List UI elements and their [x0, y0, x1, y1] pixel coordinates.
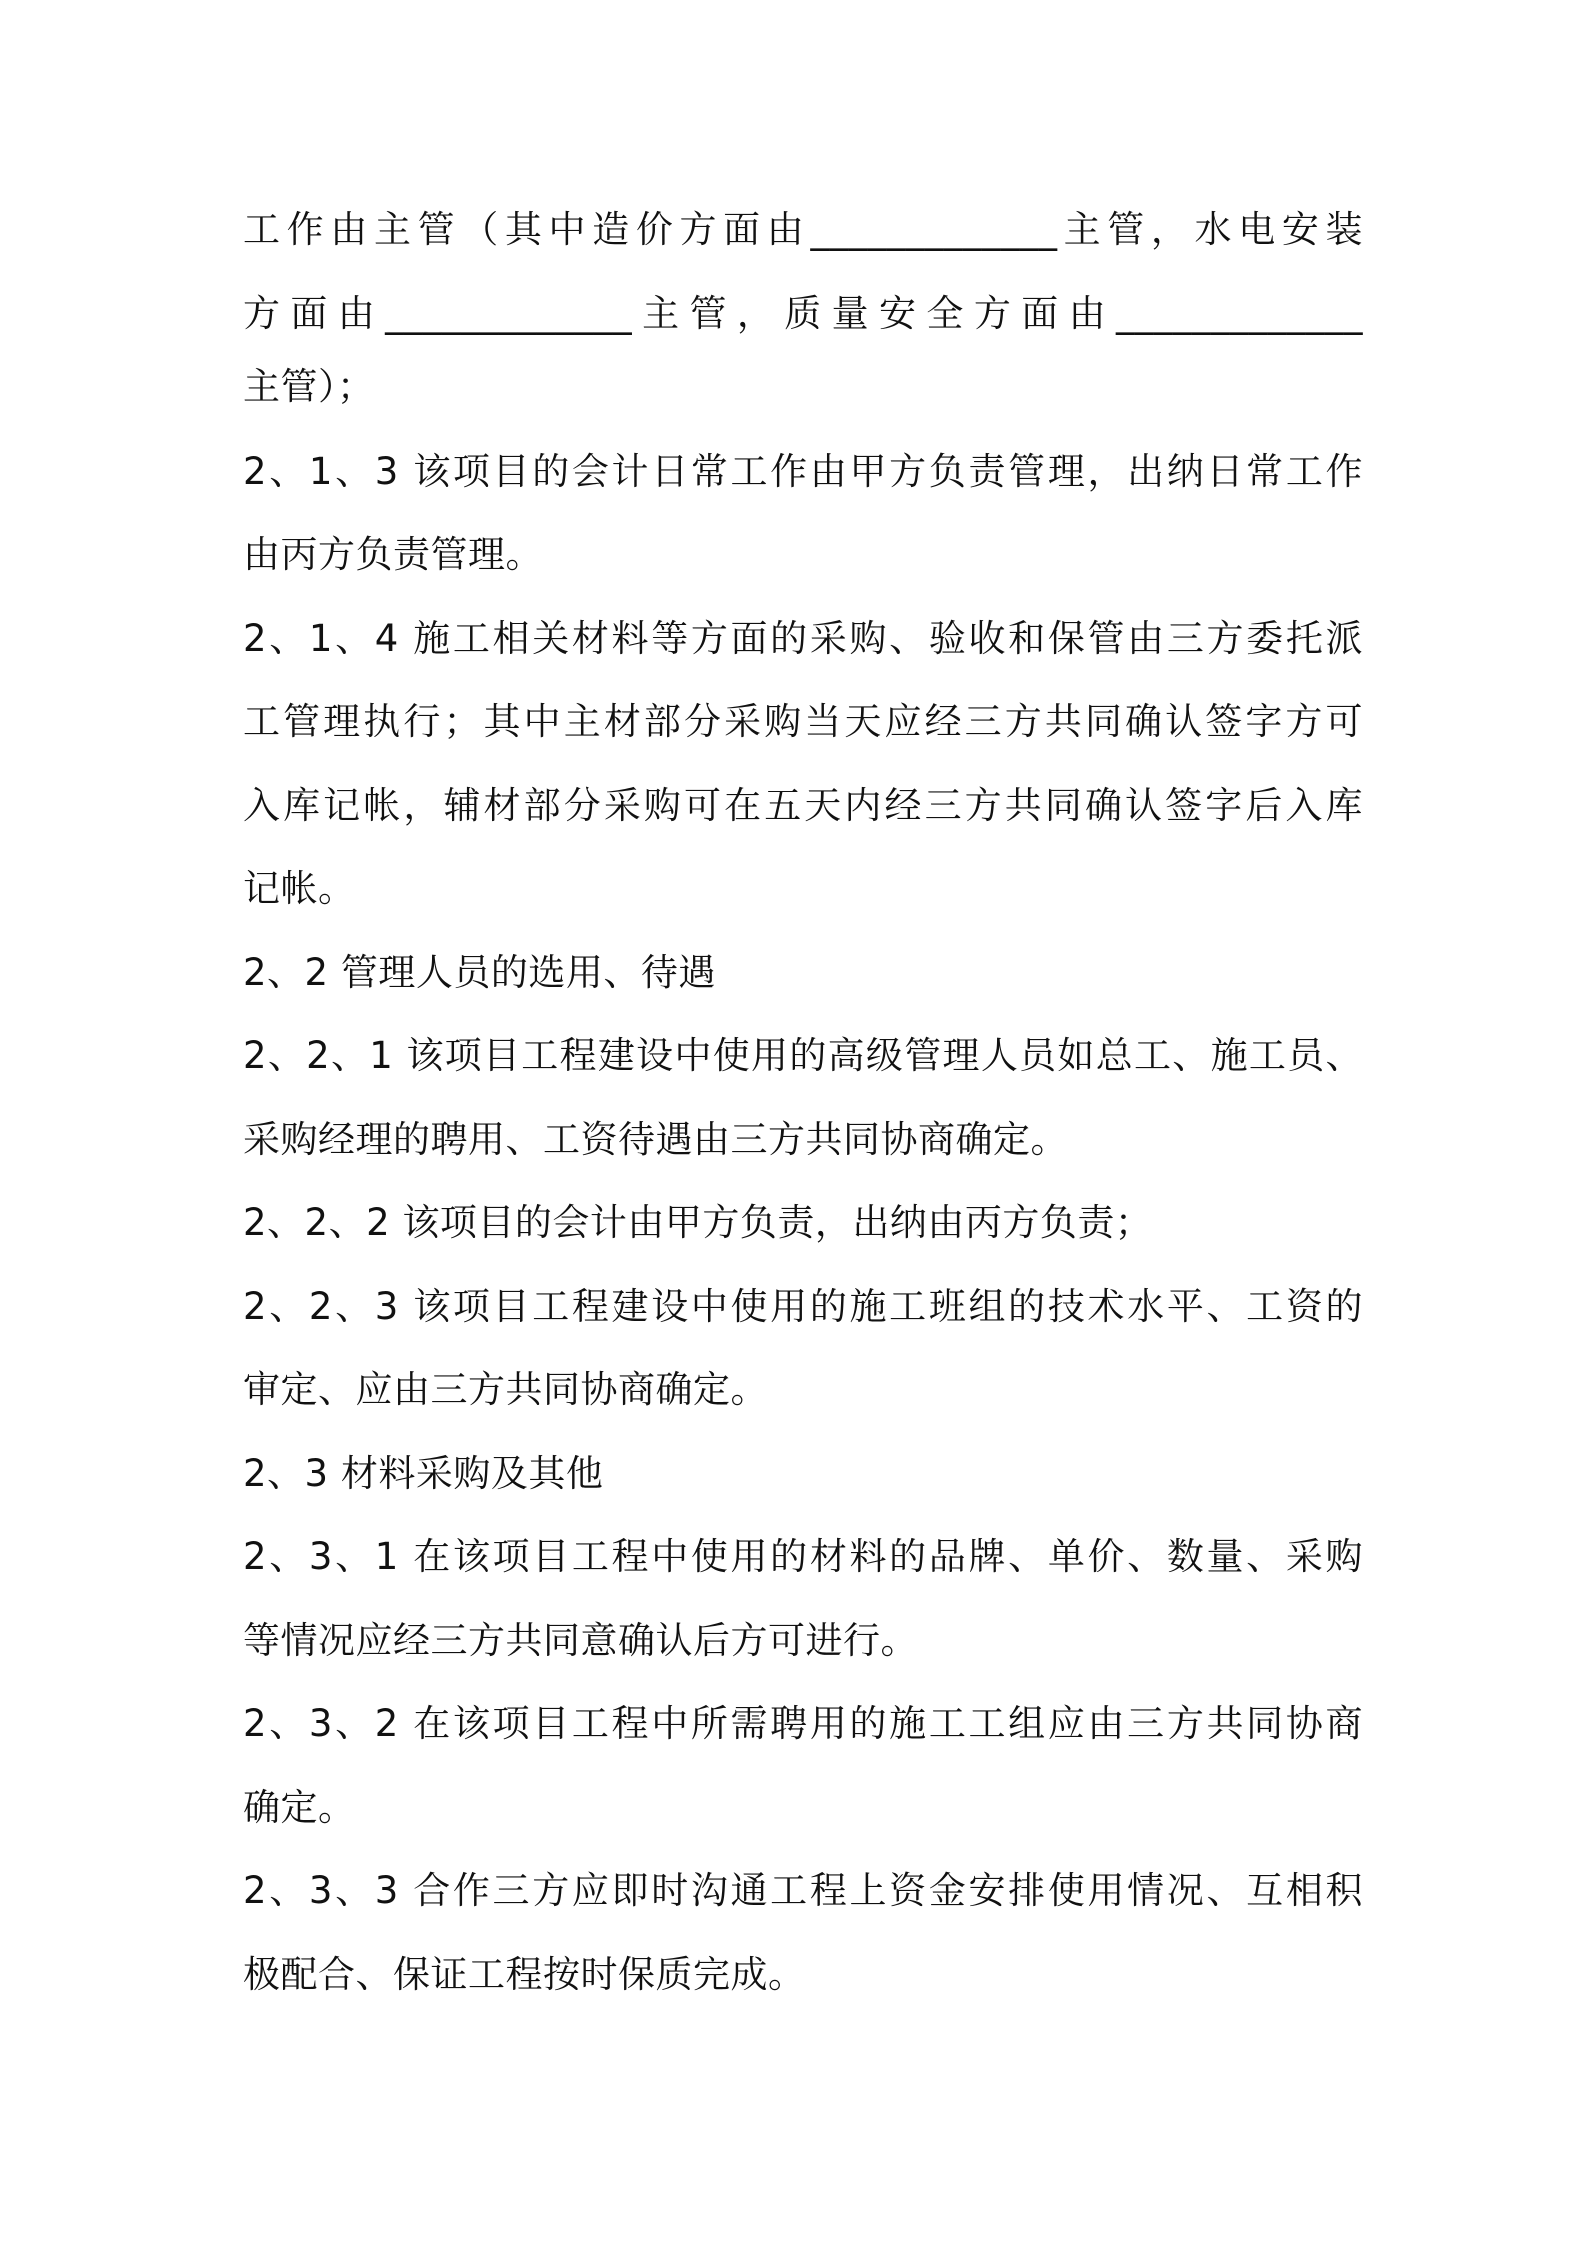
section-heading: 2、3 材料采购及其他: [243, 1451, 604, 1495]
text-line: 2、2、2 该项目的会计由甲方负责，出纳由丙方负责；: [243, 1201, 1153, 1244]
text-line: 由丙方负责管理。: [243, 533, 543, 576]
text-line: 2、2、1 该项目工程建设中使用的高级管理人员如总工、施工员、: [243, 1034, 1363, 1077]
text-line: 方面由_____________主管，质量安全方面由_____________: [243, 291, 1363, 335]
document-body: [243, 198, 1363, 2026]
text-line: 采购经理的聘用、工资待遇由三方共同协商确定。: [243, 1117, 1068, 1161]
text-line: 2、3、3 合作三方应即时沟通工程上资金安排使用情况、互相积: [243, 1869, 1363, 1912]
text-line: 确定。: [243, 1785, 356, 1829]
text-line: 记帐。: [243, 867, 356, 910]
section-heading: 2、2 管理人员的选用、待遇: [243, 950, 716, 994]
text-line: 2、1、4 施工相关材料等方面的采购、验收和保管由三方委托派: [243, 616, 1363, 660]
text-line: 极配合、保证工程按时保质完成。: [243, 1952, 806, 1996]
text-line: 工作由主管（其中造价方面由_____________主管，水电安装: [243, 208, 1363, 251]
text-line: 2、1、3 该项目的会计日常工作由甲方负责管理，出纳日常工作: [243, 449, 1363, 493]
text-line: 入库记帐，辅材部分采购可在五天内经三方共同确认签字后入库: [243, 783, 1363, 827]
text-line: 等情况应经三方共同意确认后方可进行。: [243, 1618, 918, 1662]
text-line: 审定、应由三方共同协商确定。: [243, 1368, 768, 1411]
text-line: 工管理执行；其中主材部分采购当天应经三方共同确认签字方可: [243, 700, 1363, 743]
text-line: 2、3、2 在该项目工程中所需聘用的施工工组应由三方共同协商: [243, 1702, 1363, 1745]
text-line: 主管）；: [243, 364, 375, 408]
text-line: 2、3、1 在该项目工程中使用的材料的品牌、单价、数量、采购: [243, 1535, 1363, 1578]
text-line: 2、2、3 该项目工程建设中使用的施工班组的技术水平、工资的: [243, 1284, 1363, 1328]
